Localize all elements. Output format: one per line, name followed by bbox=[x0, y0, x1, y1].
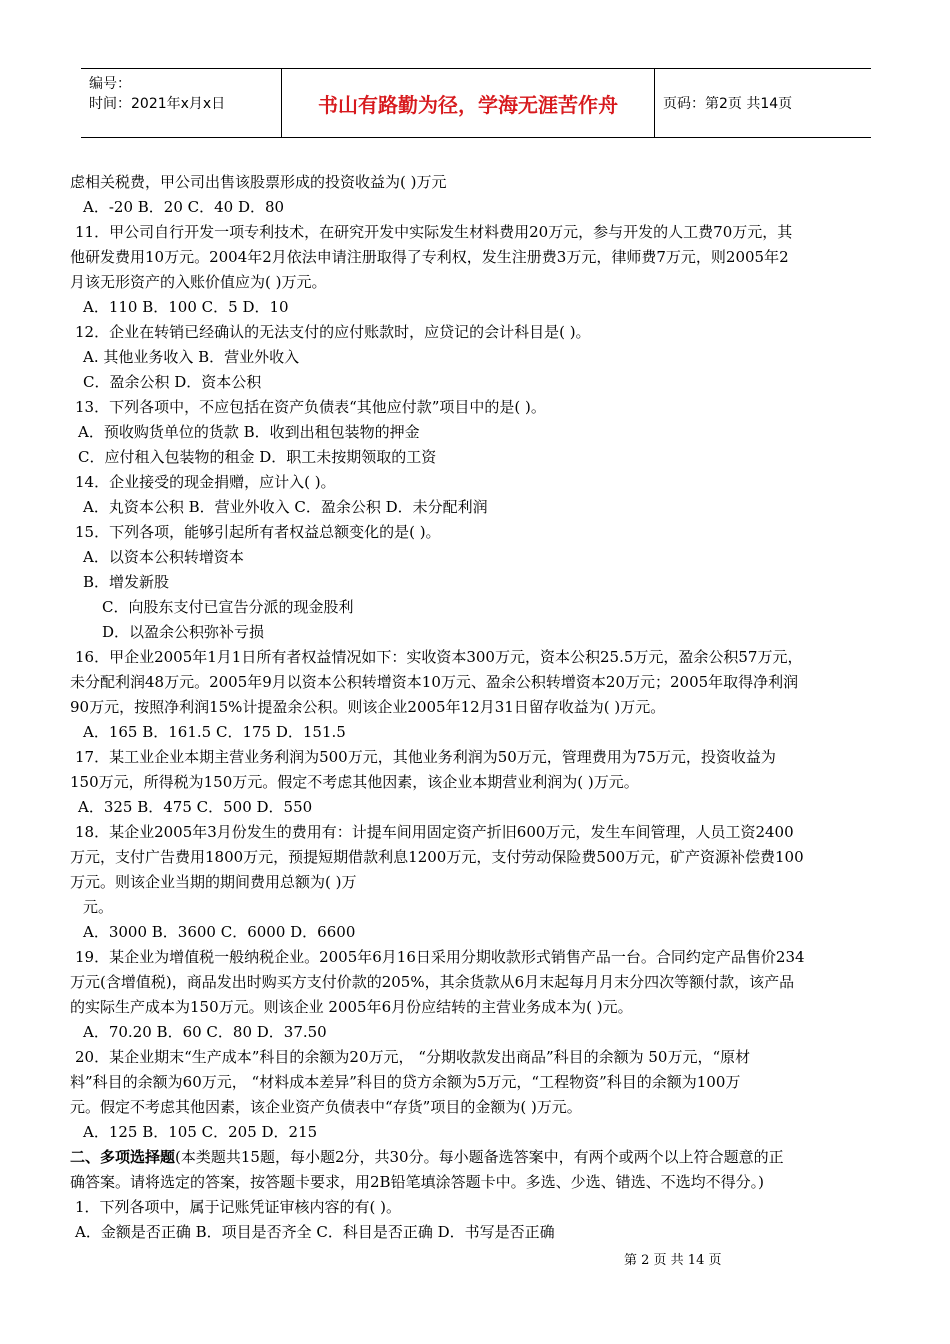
question-line: 20．某企业期末“生产成本”科目的余额为20万元， “分期收款发出商品”科目的余额为 50万元，“原材 bbox=[75, 1048, 751, 1066]
question-line: 16．甲企业2005年1月1日所有者权益情况如下：实收资本300万元，资本公积25.5万元，盈余公积57万元， bbox=[75, 648, 803, 666]
text-line: 90万元，按照净利润15%计提盈余公积。则该企业2005年12月31日留存收益为( )万元。 bbox=[70, 698, 666, 716]
answer-options: A．3000 B．3600 C．6000 D．6600 bbox=[83, 923, 356, 941]
answer-options: A．165 B．161.5 C．175 D．151.5 bbox=[83, 723, 346, 741]
section-title: 二、多项选择题 bbox=[70, 1148, 176, 1166]
header-meta bbox=[81, 69, 282, 137]
text-line: 万元。则该企业当期的期间费用总额为( )万 bbox=[70, 873, 357, 891]
text-line: 虑相关税费，甲公司出售该股票形成的投资收益为( )万元 bbox=[70, 173, 447, 191]
answer-options: A．-20 B．20 C．40 D．80 bbox=[83, 198, 285, 216]
page-footer: 第 2 页 共 14 页 bbox=[624, 1253, 722, 1268]
question-line: 11．甲公司自行开发一项专利技术，在研究开发中实际发生材料费用20万元，参与开发的人工费70万元，其 bbox=[75, 223, 793, 241]
answer-option: B．增发新股 bbox=[83, 573, 170, 591]
answer-options: A．预收购货单位的货款 B．收到出租包装物的押金 bbox=[78, 423, 420, 441]
question-line: 15．下列各项，能够引起所有者权益总额变化的是( )。 bbox=[75, 523, 441, 541]
question-line: 19．某企业为增值税一般纳税企业。2005年6月16日采用分期收款形式销售产品一台。合同约定产品售价234 bbox=[75, 948, 805, 966]
answer-options: A．110 B．100 C．5 D．10 bbox=[83, 298, 289, 316]
section-intro-continued: 确答案。请将选定的答案，按答题卡要求，用2B铅笔填涂答题卡中。多选、少选、错选、不选均不得分。) bbox=[70, 1173, 764, 1191]
answer-options: A．125 B．105 C．205 D．215 bbox=[83, 1123, 318, 1141]
text-line: 的实际生产成本为150万元。则该企业 2005年6月份应结转的主营业务成本为( )元。 bbox=[70, 998, 633, 1016]
answer-option: A．以资本公积转增资本 bbox=[83, 548, 244, 566]
page-header bbox=[81, 68, 871, 138]
answer-options: A．丸资本公积 B．营业外收入 C．盈余公积 D．未分配利润 bbox=[83, 498, 488, 516]
answer-option: D．以盈余公积弥补亏损 bbox=[102, 623, 265, 641]
header-page-label: 页码：第2页 共14页 bbox=[663, 96, 793, 112]
text-line: 万元，支付广告费用1800万元，预提短期借款利息1200万元，支付劳动保险费500万元，矿产资源补偿费100 bbox=[70, 848, 804, 866]
header-motto: 书山有路勤为径，学海无涯苦作舟 bbox=[282, 69, 655, 137]
time-label: 时间：2021年x月x日 bbox=[89, 96, 226, 112]
answer-options: A. 其他业务收入 B．营业外收入 bbox=[83, 348, 300, 366]
number-label: 编号： bbox=[89, 76, 131, 92]
question-line: 18．某企业2005年3月份发生的费用有：计提车间用固定资产折旧600万元，发生车间管理，人员工资2400 bbox=[75, 823, 794, 841]
text-line: 料”科目的余额为60万元， “材料成本差异”科目的贷方余额为5万元，“工程物资”科目的余额为100万 bbox=[70, 1073, 741, 1091]
question-line: 13．下列各项中，不应包括在资产负债表“其他应付款”项目中的是( )。 bbox=[75, 398, 546, 416]
answer-options: A．金额是否正确 B．项目是否齐全 C．科目是否正确 D．书写是否正确 bbox=[75, 1223, 555, 1241]
answer-option: C．向股东支付已宣告分派的现金股利 bbox=[102, 598, 354, 616]
document-body bbox=[70, 170, 890, 1245]
text-line: 元。假定不考虑其他因素，该企业资产负债表中“存货”项目的金额为( )万元。 bbox=[70, 1098, 582, 1116]
text-line: 150万元，所得税为150万元。假定不考虑其他因素，该企业本期营业利润为( )万元。 bbox=[70, 773, 639, 791]
section-heading bbox=[70, 1145, 890, 1170]
answer-options: C．应付租入包装物的租金 D．职工未按期领取的工资 bbox=[78, 448, 437, 466]
text-line: 万元(含增值税)，商品发出时购买方支付价款的205%，其余货款从6月末起每月月末分四次等额付款，该产品 bbox=[70, 973, 795, 991]
section-intro: (本类题共15题，每小题2分，共30分。每小题备选答案中，有两个或两个以上符合题意的正 bbox=[175, 1148, 784, 1166]
question-line: 17．某工业企业本期主营业务利润为500万元，其他业务利润为50万元，管理费用为75万元，投资收益为 bbox=[75, 748, 776, 766]
answer-options: C．盈余公积 D．资本公积 bbox=[83, 373, 262, 391]
text-line: 元。 bbox=[83, 898, 114, 916]
text-line: 月该无形资产的入账价值应为( )万元。 bbox=[70, 273, 327, 291]
answer-options: A．325 B．475 C．500 D．550 bbox=[78, 798, 313, 816]
question-line: 12．企业在转销已经确认的无法支付的应付账款时，应贷记的会计科目是( )。 bbox=[75, 323, 591, 341]
text-line: 他研发费用10万元。2004年2月依法申请注册取得了专利权，发生注册费3万元，律师费7万元，则2005年2 bbox=[70, 248, 789, 266]
question-line: 14．企业接受的现金捐赠，应计入( )。 bbox=[75, 473, 336, 491]
text-line: 未分配利润48万元。2005年9月以资本公积转增资本10万元、盈余公积转增资本20万元；2005年取得净利润 bbox=[70, 673, 799, 691]
question-line: 1．下列各项中，属于记账凭证审核内容的有( )。 bbox=[75, 1198, 402, 1216]
answer-options: A．70.20 B．60 C．80 D．37.50 bbox=[83, 1023, 327, 1041]
